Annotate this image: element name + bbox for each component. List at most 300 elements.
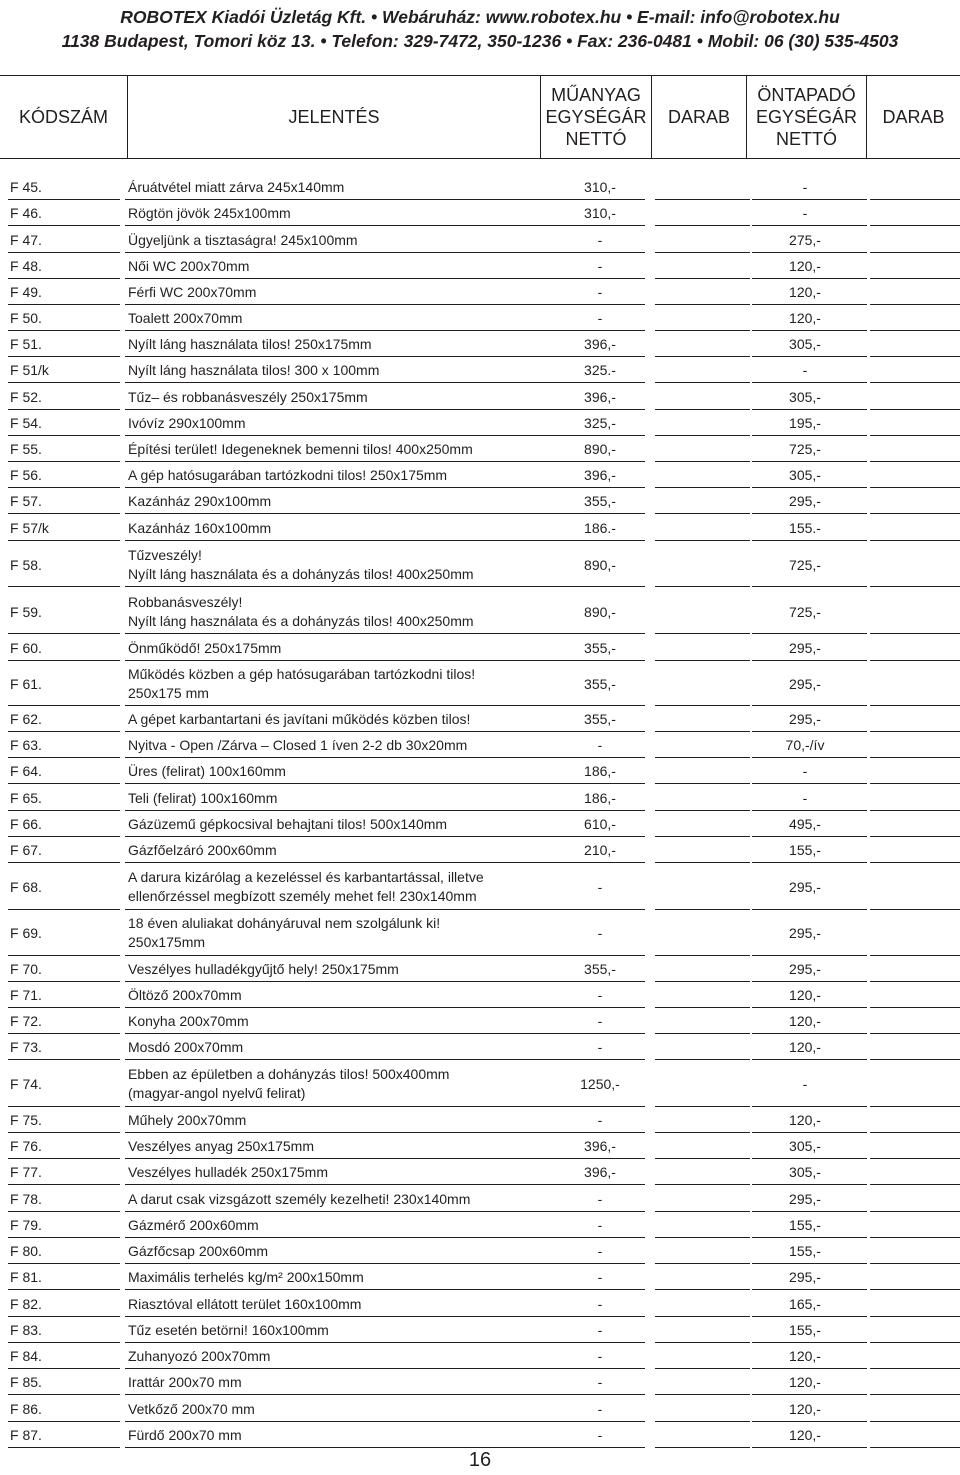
row-divider	[125, 1394, 545, 1395]
table-row	[0, 864, 960, 910]
row-divider	[545, 1184, 645, 1185]
item-description: Ebben az épületben a dohányzás tilos! 500x400mm (magyar-angol nyelvű felirat)	[128, 1065, 450, 1101]
table-row	[0, 635, 960, 661]
table-row	[0, 1159, 960, 1185]
item-description: Fürdő 200x70 mm	[128, 1426, 242, 1443]
table-row	[0, 488, 960, 514]
item-code: F 60.	[10, 640, 42, 656]
row-divider	[8, 382, 120, 383]
sticker-unit-price: -	[802, 205, 808, 221]
column-header-sticker-price-label: ÖNTAPADÓ EGYSÉGÁR NETTÓ	[755, 85, 858, 149]
item-description: Rögtön jövök 245x100mm	[128, 204, 291, 221]
sticker-unit-price: 725,-	[789, 603, 821, 620]
item-description: Műhely 200x70mm	[128, 1111, 247, 1128]
row-divider	[125, 225, 545, 226]
item-code: F 57/k	[10, 520, 49, 536]
row-divider	[655, 513, 750, 514]
table-row	[0, 1008, 960, 1034]
item-description: Önműködő! 250x175mm	[128, 639, 282, 656]
column-header-code	[0, 76, 128, 158]
column-header-sticker-qty-label: DARAB	[882, 107, 945, 127]
item-description: Veszélyes hulladék 250x175mm	[128, 1163, 329, 1180]
plastic-unit-price: 890,-	[584, 556, 616, 573]
plastic-unit-price: -	[597, 284, 603, 300]
plastic-unit-price: -	[597, 987, 603, 1003]
sticker-unit-price: 305,-	[789, 336, 821, 352]
row-divider	[870, 1289, 960, 1290]
item-description: 18 éven aluliakat dohányáruval nem szolgálunk ki! 250x175mm	[128, 915, 441, 950]
item-description: Gázmérő 200x60mm	[128, 1216, 259, 1233]
row-divider	[545, 1394, 645, 1395]
sticker-unit-price: 295,-	[789, 961, 821, 977]
row-divider	[870, 513, 960, 514]
plastic-unit-price: 396,-	[584, 1138, 616, 1154]
item-description: Férfi WC 200x70mm	[128, 283, 257, 300]
plastic-unit-price: -	[597, 1296, 603, 1312]
item-description: Építési terület! Idegeneknek bemenni tilos! 400x250mm	[128, 440, 473, 457]
plastic-unit-price: 186,-	[584, 790, 616, 806]
table-row	[0, 1212, 960, 1238]
item-code: F 49.	[10, 284, 42, 300]
row-divider	[545, 1447, 645, 1448]
row-divider	[655, 862, 750, 863]
sticker-unit-price: 120,-	[789, 1112, 821, 1128]
row-divider	[8, 586, 120, 587]
table-header	[0, 75, 960, 159]
item-code: F 73.	[10, 1039, 42, 1055]
row-divider	[655, 633, 750, 634]
sticker-unit-price: 120,-	[789, 284, 821, 300]
row-divider	[125, 540, 545, 541]
column-header-plastic-price	[541, 76, 652, 158]
row-divider	[655, 660, 750, 661]
table-row	[0, 200, 960, 226]
item-code: F 58.	[10, 556, 42, 573]
item-description: Nyílt láng használata tilos! 300 x 100mm	[128, 361, 380, 378]
row-divider	[8, 1447, 120, 1448]
sticker-unit-price: 305,-	[789, 1164, 821, 1180]
row-divider	[545, 540, 645, 541]
table-row	[0, 982, 960, 1008]
row-divider	[752, 540, 867, 541]
page-number: 16	[468, 1449, 492, 1471]
row-divider	[655, 1447, 750, 1448]
column-header-plastic-qty	[652, 76, 747, 158]
table-row	[0, 910, 960, 956]
item-description: Tűz esetén betörni! 160x100mm	[128, 1321, 329, 1338]
row-divider	[125, 1289, 545, 1290]
sticker-unit-price: 120,-	[789, 1013, 821, 1029]
sticker-unit-price: 120,-	[789, 258, 821, 274]
item-code: F 51/k	[10, 362, 49, 378]
sticker-unit-price: 725,-	[789, 556, 821, 573]
sticker-unit-price: 295,-	[789, 879, 821, 895]
row-divider	[655, 1184, 750, 1185]
sticker-unit-price: 155,-	[789, 842, 821, 858]
table-row	[0, 331, 960, 357]
item-code: F 54.	[10, 415, 42, 431]
row-divider	[8, 1184, 120, 1185]
plastic-unit-price: 325,-	[584, 415, 616, 431]
item-code: F 51.	[10, 336, 42, 352]
item-code: F 69.	[10, 925, 42, 941]
row-divider	[752, 1394, 867, 1395]
table-row	[0, 410, 960, 436]
item-description: Tűz– és robbanásveszély 250x175mm	[128, 388, 368, 405]
sticker-unit-price: 295,-	[789, 925, 821, 941]
sticker-unit-price: 295,-	[789, 640, 821, 656]
item-description: Zuhanyozó 200x70mm	[128, 1347, 271, 1364]
item-code: F 68.	[10, 879, 42, 895]
row-divider	[752, 1184, 867, 1185]
plastic-unit-price: -	[597, 1269, 603, 1285]
plastic-unit-price: -	[597, 1348, 603, 1364]
table-row	[0, 785, 960, 811]
table-row	[0, 305, 960, 331]
item-code: F 67.	[10, 842, 42, 858]
row-divider	[125, 1447, 545, 1448]
sticker-unit-price: 120,-	[789, 1348, 821, 1364]
row-divider	[545, 862, 645, 863]
sticker-unit-price: 295,-	[789, 1269, 821, 1285]
item-description: Gázüzemű gépkocsival behajtani tilos! 500x140mm	[128, 815, 448, 832]
item-description: A gépet karbantartani és javítani működés közben tilos!	[128, 710, 471, 727]
plastic-unit-price: 396,-	[584, 467, 616, 483]
row-divider	[545, 225, 645, 226]
sticker-unit-price: 295,-	[789, 676, 821, 692]
plastic-unit-price: 396,-	[584, 1164, 616, 1180]
item-code: F 81.	[10, 1269, 42, 1285]
row-divider	[545, 586, 645, 587]
column-header-description-label: JELENTÉS	[288, 107, 380, 127]
table-row	[0, 662, 960, 706]
plastic-unit-price: -	[597, 1191, 603, 1207]
sticker-unit-price: 120,-	[789, 987, 821, 1003]
table-row	[0, 1396, 960, 1422]
row-divider	[125, 382, 545, 383]
table-row	[0, 1291, 960, 1317]
plastic-unit-price: 355,-	[584, 640, 616, 656]
row-divider	[125, 660, 545, 661]
item-description: Ügyeljünk a tisztaságra! 245x100mm	[128, 231, 358, 248]
sticker-unit-price: 295,-	[789, 493, 821, 509]
row-divider	[655, 225, 750, 226]
item-description: Vetkőző 200x70 mm	[128, 1400, 255, 1417]
item-code: F 85.	[10, 1374, 42, 1390]
sticker-unit-price: 120,-	[789, 1374, 821, 1390]
contact-info-line: 1138 Budapest, Tomori köz 13. • Telefon: 329-7472, 350-1236 • Fax: 236-0481 • Mobil: 06 (30) 535-4503	[61, 31, 899, 51]
row-divider	[870, 540, 960, 541]
plastic-unit-price: -	[597, 737, 603, 753]
table-row	[0, 174, 960, 200]
sticker-unit-price: -	[802, 1075, 808, 1092]
plastic-unit-price: -	[597, 925, 603, 941]
sticker-unit-price: 155,-	[789, 1243, 821, 1259]
table-row	[0, 758, 960, 784]
row-divider	[8, 225, 120, 226]
row-divider	[8, 513, 120, 514]
item-code: F 80.	[10, 1243, 42, 1259]
sticker-unit-price: 120,-	[789, 1401, 821, 1417]
item-description: Működés közben a gép hatósugarában tartózkodni tilos! 250x175 mm	[128, 666, 476, 701]
item-description: Mosdó 200x70mm	[128, 1038, 244, 1055]
row-divider	[8, 1394, 120, 1395]
sticker-unit-price: 495,-	[789, 816, 821, 832]
plastic-unit-price: 396,-	[584, 336, 616, 352]
item-code: F 56.	[10, 467, 42, 483]
plastic-unit-price: 355,-	[584, 961, 616, 977]
table-row	[0, 1422, 960, 1448]
item-code: F 46.	[10, 205, 42, 221]
table-row	[0, 956, 960, 982]
item-description: Konyha 200x70mm	[128, 1012, 249, 1029]
plastic-unit-price: 396,-	[584, 389, 616, 405]
row-divider	[752, 633, 867, 634]
item-code: F 52.	[10, 389, 42, 405]
sticker-unit-price: 120,-	[789, 310, 821, 326]
item-description: Kazánház 160x100mm	[128, 519, 272, 536]
table-row	[0, 515, 960, 541]
table-row	[0, 811, 960, 837]
plastic-unit-price: 890,-	[584, 603, 616, 620]
page-banner	[0, 0, 960, 68]
row-divider	[655, 586, 750, 587]
table-row	[0, 227, 960, 253]
row-divider	[752, 513, 867, 514]
plastic-unit-price: -	[597, 1039, 603, 1055]
item-description: Kazánház 290x100mm	[128, 492, 272, 509]
column-header-description	[128, 76, 541, 158]
row-divider	[8, 540, 120, 541]
item-description: Gázfőelzáró 200x60mm	[128, 841, 277, 858]
sticker-unit-price: 295,-	[789, 711, 821, 727]
table-row	[0, 462, 960, 488]
sticker-unit-price: 725,-	[789, 441, 821, 457]
item-description: Veszélyes anyag 250x175mm	[128, 1137, 314, 1154]
item-description: Női WC 200x70mm	[128, 257, 250, 274]
column-header-code-label: KÓDSZÁM	[18, 107, 108, 127]
plastic-unit-price: 355,-	[584, 493, 616, 509]
item-description: Toalett 200x70mm	[128, 309, 243, 326]
sticker-unit-price: 305,-	[789, 467, 821, 483]
sticker-unit-price: 155,-	[789, 1322, 821, 1338]
item-description: Irattár 200x70 mm	[128, 1373, 242, 1390]
table-row	[0, 357, 960, 383]
table-row	[0, 436, 960, 462]
table-row	[0, 1238, 960, 1264]
item-code: F 47.	[10, 232, 42, 248]
item-code: F 82.	[10, 1296, 42, 1312]
table-row	[0, 1107, 960, 1133]
plastic-unit-price: 1250,-	[580, 1075, 620, 1092]
row-divider	[655, 540, 750, 541]
plastic-unit-price: 325.-	[584, 362, 616, 378]
plastic-unit-price: -	[597, 258, 603, 274]
sticker-unit-price: -	[802, 763, 808, 779]
sticker-unit-price: 155,-	[789, 1217, 821, 1233]
table-row	[0, 732, 960, 758]
sticker-unit-price: 195,-	[789, 415, 821, 431]
plastic-unit-price: -	[597, 1217, 603, 1233]
item-code: F 75.	[10, 1112, 42, 1128]
item-code: F 79.	[10, 1217, 42, 1233]
row-divider	[8, 660, 120, 661]
row-divider	[870, 633, 960, 634]
item-description: A gép hatósugarában tartózkodni tilos! 250x175mm	[128, 466, 448, 483]
sticker-unit-price: 165,-	[789, 1296, 821, 1312]
row-divider	[870, 1447, 960, 1448]
row-divider	[870, 1394, 960, 1395]
plastic-unit-price: -	[597, 1374, 603, 1390]
item-code: F 72.	[10, 1013, 42, 1029]
item-code: F 63.	[10, 737, 42, 753]
row-divider	[870, 660, 960, 661]
row-divider	[870, 862, 960, 863]
row-divider	[870, 382, 960, 383]
row-divider	[752, 1447, 867, 1448]
item-code: F 74.	[10, 1075, 42, 1092]
table-row	[0, 1369, 960, 1395]
item-code: F 55.	[10, 441, 42, 457]
row-divider	[752, 586, 867, 587]
item-description: Áruátvétel miatt zárva 245x140mm	[128, 178, 345, 195]
plastic-unit-price: 210,-	[584, 842, 616, 858]
item-description: A darura kizárólag a kezeléssel és karbantartással, illetve ellenőrzéssel megbízott személy mehet fel! 230x140mm	[128, 869, 484, 904]
item-description: A darut csak vizsgázott személy kezelheti! 230x140mm	[128, 1190, 471, 1207]
item-code: F 45.	[10, 179, 42, 195]
item-description: Veszélyes hulladékgyűjtő hely! 250x175mm	[128, 960, 399, 977]
table-row	[0, 279, 960, 305]
item-code: F 66.	[10, 816, 42, 832]
item-description: Robbanásveszély! Nyílt láng használata és a dohányzás tilos! 400x250mm	[128, 593, 474, 629]
sticker-unit-price: -	[802, 179, 808, 195]
plastic-unit-price: -	[597, 1401, 603, 1417]
column-header-plastic-qty-label: DARAB	[667, 107, 730, 127]
plastic-unit-price: -	[597, 310, 603, 326]
item-description: Öltöző 200x70mm	[128, 986, 242, 1003]
plastic-unit-price: 355,-	[584, 711, 616, 727]
item-description: Riasztóval ellátott terület 160x100mm	[128, 1295, 362, 1312]
row-divider	[752, 660, 867, 661]
item-code: F 50.	[10, 310, 42, 326]
table-row	[0, 837, 960, 863]
row-divider	[125, 513, 545, 514]
row-divider	[545, 783, 645, 784]
item-code: F 84.	[10, 1348, 42, 1364]
item-code: F 83.	[10, 1322, 42, 1338]
sticker-unit-price: 305,-	[789, 1138, 821, 1154]
table-row	[0, 542, 960, 587]
plastic-unit-price: 310,-	[584, 205, 616, 221]
row-divider	[8, 633, 120, 634]
table-row	[0, 253, 960, 279]
item-description: Ivóvíz 290x100mm	[128, 414, 246, 431]
row-divider	[125, 862, 545, 863]
item-code: F 71.	[10, 987, 42, 1003]
item-description: Gázfőcsap 200x60mm	[128, 1242, 269, 1259]
plastic-unit-price: 186.-	[584, 520, 616, 536]
row-divider	[655, 1394, 750, 1395]
company-info-line: ROBOTEX Kiadói Üzletág Kft. • Webáruház: www.robotex.hu • E-mail: info@robotex.hu	[120, 7, 840, 27]
plastic-unit-price: -	[597, 1427, 603, 1443]
sticker-unit-price: -	[802, 790, 808, 806]
plastic-unit-price: 355,-	[584, 676, 616, 692]
table-row	[0, 1186, 960, 1212]
plastic-unit-price: -	[597, 1322, 603, 1338]
row-divider	[8, 862, 120, 863]
item-code: F 61.	[10, 676, 42, 692]
item-description: Teli (felirat) 100x160mm	[128, 789, 278, 806]
table-row	[0, 1264, 960, 1290]
row-divider	[545, 1289, 645, 1290]
row-divider	[125, 633, 545, 634]
sticker-unit-price: 120,-	[789, 1039, 821, 1055]
item-description: Nyitva - Open /Zárva – Closed 1 íven 2-2 db 30x20mm	[128, 736, 468, 753]
plastic-unit-price: -	[597, 232, 603, 248]
row-divider	[545, 513, 645, 514]
item-description: Tűzveszély! Nyílt láng használata és a dohányzás tilos! 400x250mm	[128, 546, 474, 582]
item-code: F 57.	[10, 493, 42, 509]
row-divider	[8, 1289, 120, 1290]
row-divider	[655, 783, 750, 784]
row-divider	[125, 783, 545, 784]
plastic-unit-price: -	[597, 1112, 603, 1128]
sticker-unit-price: 120,-	[789, 1427, 821, 1443]
item-code: F 65.	[10, 790, 42, 806]
row-divider	[125, 1184, 545, 1185]
table-row	[0, 589, 960, 634]
plastic-unit-price: -	[597, 1243, 603, 1259]
item-code: F 86.	[10, 1401, 42, 1417]
item-description: Nyílt láng használata tilos! 250x175mm	[128, 335, 372, 352]
table-row	[0, 1343, 960, 1369]
item-code: F 62.	[10, 711, 42, 727]
plastic-unit-price: 890,-	[584, 441, 616, 457]
sticker-unit-price: -	[802, 362, 808, 378]
row-divider	[8, 783, 120, 784]
plastic-unit-price: 610,-	[584, 816, 616, 832]
row-divider	[870, 1184, 960, 1185]
row-divider	[545, 633, 645, 634]
table-row	[0, 1034, 960, 1060]
sticker-unit-price: 305,-	[789, 389, 821, 405]
plastic-unit-price: -	[597, 879, 603, 895]
table-row	[0, 1060, 960, 1107]
item-code: F 76.	[10, 1138, 42, 1154]
item-description: Üres (felirat) 100x160mm	[128, 762, 286, 779]
item-code: F 48.	[10, 258, 42, 274]
row-divider	[125, 586, 545, 587]
sticker-unit-price: 155.-	[789, 520, 821, 536]
table-row	[0, 1317, 960, 1343]
row-divider	[545, 660, 645, 661]
row-divider	[752, 862, 867, 863]
item-code: F 78.	[10, 1191, 42, 1207]
item-code: F 70.	[10, 961, 42, 977]
column-header-sticker-price	[747, 76, 867, 158]
row-divider	[870, 225, 960, 226]
column-header-sticker-qty	[867, 76, 960, 158]
row-divider	[752, 225, 867, 226]
plastic-unit-price: 310,-	[584, 179, 616, 195]
row-divider	[655, 382, 750, 383]
item-code: F 87.	[10, 1427, 42, 1443]
table-row	[0, 384, 960, 410]
sticker-unit-price: 275,-	[789, 232, 821, 248]
column-header-plastic-price-label: MŰANYAG EGYSÉGÁR NETTÓ	[545, 85, 647, 149]
table-row	[0, 706, 960, 732]
sticker-unit-price: 70,-/ív	[785, 737, 825, 753]
